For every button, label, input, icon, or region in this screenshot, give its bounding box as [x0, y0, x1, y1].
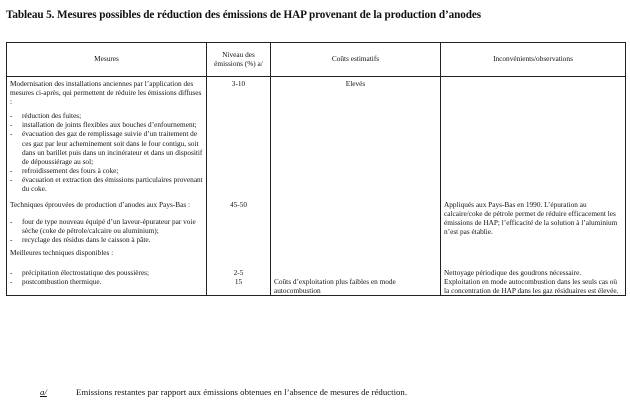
- measures-table: [6, 42, 626, 296]
- list-item: - refroidissement des fours à coke;: [10, 166, 203, 175]
- list-item: - postcombustion thermique.: [10, 277, 203, 286]
- measure-list: [10, 268, 203, 286]
- cell-inconvenients: Nettoyage périodique des goudrons nécessaire. Exploitation en mode autocombustion dans les seuls cas où la concentration de HAP dans les gaz résiduaires est élevée.: [441, 248, 626, 296]
- cell-niveau: 3-10: [207, 77, 271, 198]
- cell-niveau: 45-50: [207, 197, 271, 247]
- header-inconvenients: Inconvénients/observations: [441, 43, 626, 77]
- list-item: - précipitation électrostatique des poussières;: [10, 268, 203, 277]
- list-item: - four de type nouveau équipé d’un laveur-épurateur par voie sèche (coke de pétrole/calcaire ou aluminium);: [10, 217, 203, 235]
- table-title: Tableau 5. Mesures possibles de réduction des émissions de HAP provenant de la production d’anodes: [6, 9, 481, 21]
- footnote: [40, 387, 407, 397]
- list-item: - évacuation et extraction des émissions particulaires provenant du coke.: [10, 175, 203, 193]
- table-header-row: [7, 43, 626, 77]
- cell-inconvenients: [441, 77, 626, 198]
- table-row: [7, 248, 626, 296]
- header-mesures: Mesures: [7, 43, 207, 77]
- cell-couts: Coûts d’exploitation plus faibles en mode autocombustion: [271, 248, 441, 296]
- cell-couts: [271, 197, 441, 247]
- header-couts: Coûts estimatifs: [271, 43, 441, 77]
- cell-inconvenients: Appliqués aux Pays-Bas en 1990. L’épuration au calcaire/coke de pétrole permet de réduire efficacement les émissions de HAP; l’efficacité de la solution à l’aluminium n’est pas établie.: [441, 197, 626, 247]
- table-row: [7, 197, 626, 247]
- cell-couts: Elevés: [271, 77, 441, 198]
- list-item: - recyclage des résidus dans le caisson à pâte.: [10, 235, 203, 244]
- cell-mesures: [7, 197, 207, 247]
- row-intro: Modernisation des installations anciennes par l’application des mesures ci-après, qui permettent de réduire les émissions diffuses :: [10, 79, 202, 107]
- measure-list: [10, 217, 203, 244]
- cell-mesures: [7, 248, 207, 296]
- list-item: - évacuation des gaz de remplissage suivie d’un traitement de ces gaz par leur acheminement soit dans le four contigu, soit dans un barillet puis dans un incinérateur et dans un dispositif de dépoussiérage au sol;: [10, 129, 203, 165]
- list-item: - installation de joints flexibles aux bouches d’enfournement;: [10, 120, 203, 129]
- table-row: [7, 77, 626, 198]
- row-intro: Techniques éprouvées de production d’anodes aux Pays-Bas :: [10, 200, 191, 210]
- measure-list: [10, 111, 203, 193]
- cell-niveau: 2-5 15: [207, 248, 271, 296]
- row-intro: Meilleures techniques disponibles :: [10, 247, 114, 257]
- list-item: - réduction des fuites;: [10, 111, 203, 120]
- header-niveau: Niveau des émissions (%) a/: [207, 43, 271, 77]
- cell-mesures: [7, 77, 207, 198]
- footnote-mark: a/: [40, 387, 47, 397]
- footnote-text: Emissions restantes par rapport aux émissions obtenues en l’absence de mesures de réduction.: [76, 387, 408, 397]
